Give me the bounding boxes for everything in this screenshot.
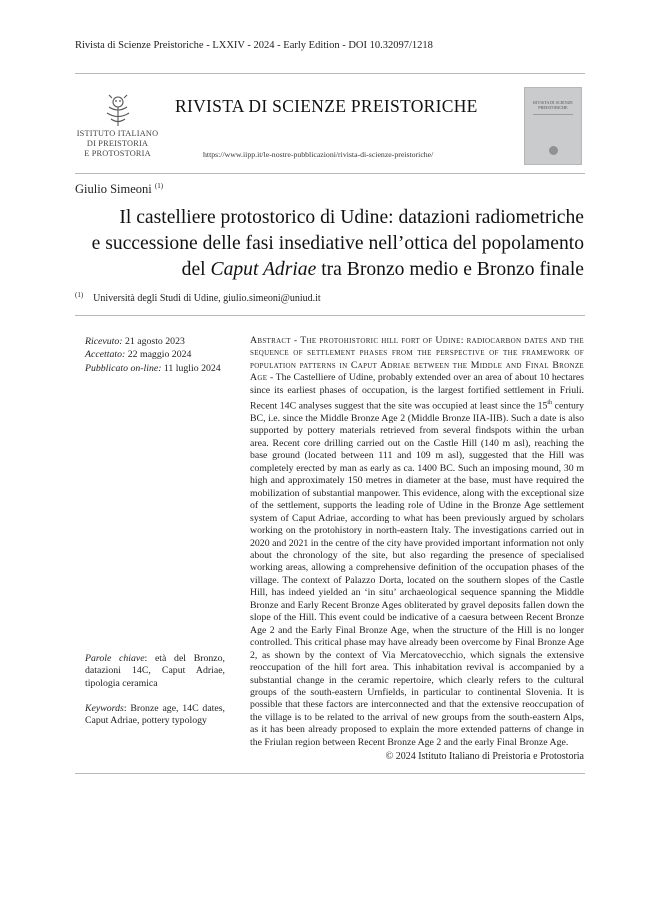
title-italic-term: Caput Adriae — [210, 259, 317, 280]
cover-emblem-icon — [549, 146, 558, 155]
journal-cover-thumbnail — [524, 87, 582, 165]
journal-url-link[interactable]: https://www.iipp.it/le-nostre-pubblicazioni/rivista-di-scienze-preistoriche/ — [203, 150, 434, 159]
article-title: Il castelliere protostorico di Udine: datazioni radiometriche e successione delle fasi insediative nell’ottica del popolamento del Caput Adriae tra Bronzo medio e Bronzo finale — [91, 207, 584, 280]
affiliation-divider — [75, 315, 585, 316]
footer-divider — [75, 773, 585, 774]
copyright-notice: © 2024 Istituto Italiano di Preistoria e Protostoria — [385, 751, 584, 762]
keywords-italian: Parole chiave: età del Bronzo, datazioni 14C, Caput Adriae, tipologia ceramica — [85, 653, 225, 689]
keywords-english: Keywords: Bronze age, 14C dates, Caput Adriae, pottery typology — [85, 703, 225, 727]
institute-logo — [75, 93, 160, 159]
author-affiliation-mark: (1) — [154, 182, 164, 190]
journal-title: RIVISTA DI SCIENZE PREISTORICHE — [175, 96, 478, 116]
abstract-heading: Abstract - The protohistoric hill fort of Udine: radiocarbon dates and the sequence of settlement phases from the perspective of the framework of population patterns in Caput Adriae between the Middle and Final Bronze Age — [250, 335, 584, 384]
date-accepted: Accettato: 22 maggio 2024 — [85, 349, 192, 361]
abstract: Abstract - The protohistoric hill fort of Udine: radiocarbon dates and the sequence of settlement phases from the perspective of the framework of population patterns in Caput Adriae between the Middle and Final Bronze Age - The Castelliere of Udine, probably extended over an area of about 10 hectares since its earliest phases of occupation, is the largest fortified settlement in Friuli. Recent 14C analyses suggest that the site was occupied at least since the 15th century BC, i.e. since the Middle Bronze Age 2 (Middle Bronze IIA-IIB). Such a date is also supported by pottery materials retrieved from several findspots within the urban area. Recent core drilling carried out on the Castle Hill (140 m asl), reaching the base ground (located between 111 and 109 m asl), suggested that the Hill was completely erected by man as early as ca. 1400 BC. Such an imposing mound, 30 m high and approximately 150 metres in diameter at the base, must have required the mobilization of substantial manpower. This evidence, along with the exceptional size of the settlement, supports the leading role of Udine in the Bronze Age settlement system of Caput Adriae, according to what has been previously argued by scholars working on the protohistory in north-eastern Italy. The investigations carried out in 2020 and 2021 in the centre of the city have provided important information not only about the chronology of the site, but also regarding the presence of specialised working areas, allowing a comprehensive definition of the occupation phases of the village. The context of Palazzo Dorta, located on the southern slopes of the Castle Hill, has indeed yielded an ‘in situ’ archaeological sequence spanning the Middle Bronze and Early Recent Bronze Ages obliterated by gravel deposits fallen down the slope of the Hill. This event could be indicative of a caesura between Recent Bronze Age 2 and the Early Final Bronze Age, when the structure of the Hill is no longer controlled. This critical phase may have already been overcome by Final Bronze Age 2, as shown by the context of Via Mercatovecchio, which signals the extensive reoccupation of the hill fort area. This inhabitation revival is accompanied by a substantial change in the ceramic repertoire, which clearly refers to the cultural groups of the south-eastern Urnfields, in particular to continental Slovenia. It is possible that these factors are interconnected and that the extensive reoccupation of the village is to be related to the arrival of new groups from the south-eastern Alps, as it has been already proposed to explain the more extended patterns of change in the Friulan region between Recent Bronze Age 2 and the early Final Bronze Age. — [250, 335, 584, 748]
author-name: Giulio Simeoni $^{(1)}$ — [75, 182, 164, 197]
header-divider — [75, 73, 585, 74]
institute-name: ISTITUTO ITALIANO DI PREISTORIA E PROTOSTORIA — [76, 129, 159, 158]
cover-title: RIVISTA DI SCIENZE PREISTORICHE — [533, 100, 573, 110]
masthead-divider — [75, 173, 585, 174]
institute-emblem-icon — [103, 93, 133, 127]
running-header: Rivista di Scienze Preistoriche - LXXIV - 2024 - Early Edition - DOI 10.32097/1218 — [75, 40, 433, 51]
publication-dates — [85, 335, 221, 375]
date-received: Ricevuto: 21 agosto 2023 — [85, 336, 185, 347]
affiliation: $^{(1)}$ Università degli Studi di Udine, giulio.simeoni@uniud.it — [75, 291, 321, 305]
date-published-online: Pubblicato on-line: 11 luglio 2024 — [85, 362, 221, 374]
cover-rule — [533, 114, 573, 115]
